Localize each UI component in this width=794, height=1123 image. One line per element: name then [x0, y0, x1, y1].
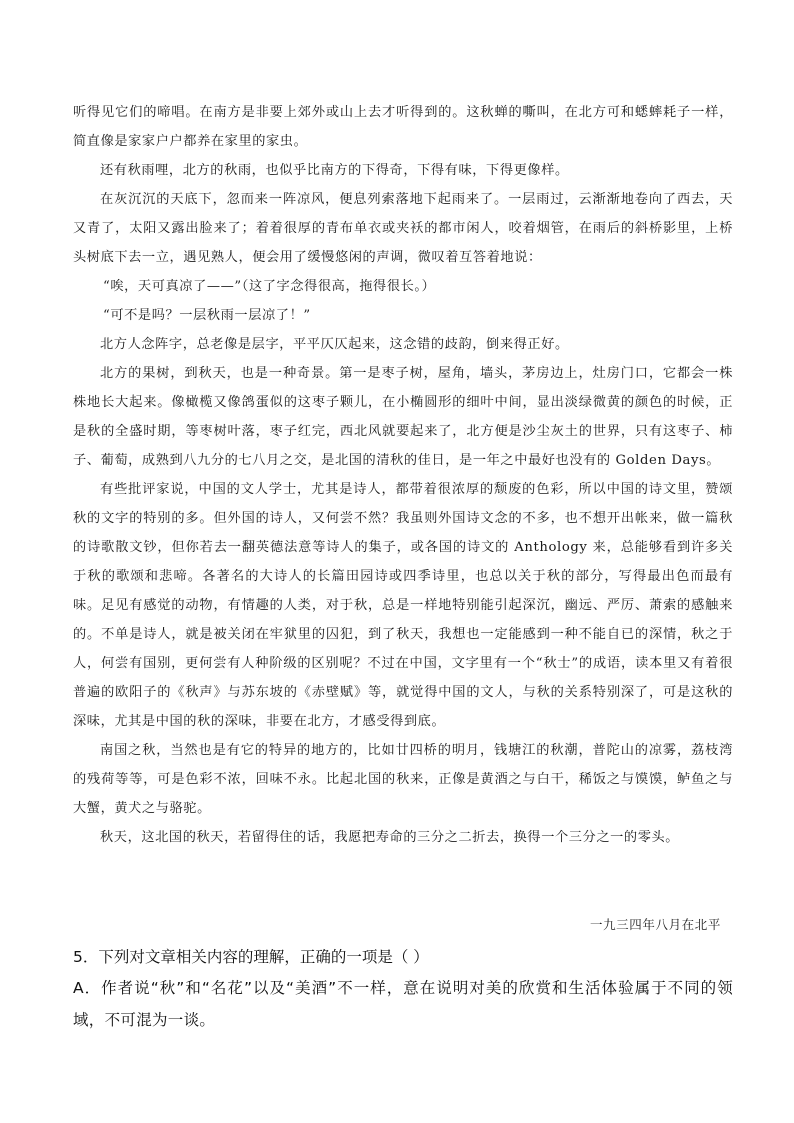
essay-paragraph-7: 北方的果树，到秋天，也是一种奇景。第一是枣子树，屋角，墙头，茅房边上，灶房门口，它都会一株株地长大起来。像橄榄又像鸽蛋似的这枣子颗儿，在小椭圆形的细叶中间，显出淡绿微黄的颜色的时候，正是秋的全盛时期，等枣树叶落，枣子红完，西北风就要起来了，北方便是沙尘灰土的世界，只有这枣子、柿子、葡萄，成熟到八九分的七八月之交，是北国的清秋的佳日，是一年之中最好也没有的 Golden Days。 — [73, 366, 733, 468]
essay-quote-2: “可不是吗？一层秋雨一层凉了！” — [103, 308, 311, 323]
essay-paragraph-10: 秋天，这北国的秋天，若留得住的话，我愿把寿命的三分之二折去，换得一个三分之一的零头。 — [100, 830, 680, 845]
question-stem: 5．下列对文章相关内容的理解，正确的一项是（ ） — [73, 948, 429, 966]
essay-body — [73, 98, 733, 852]
essay-signature: 一九三四年八月在北平 — [589, 917, 721, 932]
question-5 — [73, 942, 733, 1036]
essay-paragraph-8: 有些批评家说，中国的文人学士，尤其是诗人，都带着很浓厚的颓废的色彩，所以中国的诗文里，赞颂秋的文字的特别的多。但外国的诗人，又何尝不然？我虽则外国诗文念的不多，也不想开出帐来，做一篇秋的诗歌散文钞，但你若去一翻英德法意等诗人的集子，或各国的诗文的 Anthology 来，总能够看到许多关于秋的歌颂和悲啼。各著名的大诗人的长篇田园诗或四季诗里，也总以关于秋的部分，写得最出色而最有味。足见有感觉的动物，有情趣的人类，对于秋，总是一样地特别能引起深沉，幽远、严厉、萧索的感触来的。不单是诗人，就是被关闭在牢狱里的囚犯，到了秋天，我想也一定能感到一种不能自已的深情，秋之于人，何尝有国别，更何尝有人种阶级的区别呢？不过在中国，文字里有一个“秋士”的成语，读本里又有着很普遍的欧阳子的《秋声》与苏东坡的《赤壁赋》等，就觉得中国的文人，与秋的关系特别深了，可是这秋的深味，尤其是中国的秋的深味，非要在北方，才感受得到底。 — [73, 482, 733, 729]
essay-quote-1: “唉，天可真凉了——”（这了字念得很高，拖得很长。） — [103, 279, 436, 294]
essay-paragraph-6: 北方人念阵字，总老像是层字，平平仄仄起来，这念错的歧韵，倒来得正好。 — [100, 337, 569, 352]
essay-paragraph-3: 在灰沉沉的天底下，忽而来一阵凉风，便息列索落地下起雨来了。一层雨过，云渐渐地卷向了西去，天又青了，太阳又露出脸来了；着着很厚的青布单衣或夹袄的都市闲人，咬着烟管，在雨后的斜桥影里，上桥头树底下去一立，遇见熟人，便会用了缓慢悠闲的声调，微叹着互答着地说： — [73, 192, 733, 265]
essay-paragraph-2: 还有秋雨哩，北方的秋雨，也似乎比南方的下得奇，下得有味，下得更像样。 — [100, 163, 569, 178]
question-option-a: A．作者说“秋”和“名花”以及“美酒”不一样，意在说明对美的欣赏和生活体验属于不同的领域，不可混为一谈。 — [73, 979, 733, 1029]
essay-paragraph-9: 南国之秋，当然也是有它的特异的地方的，比如廿四桥的明月，钱塘江的秋潮，普陀山的凉雾，荔枝湾的残荷等等，可是色彩不浓，回味不永。比起北国的秋来，正像是黄酒之与白干，稀饭之与馍馍，鲈鱼之与大蟹，黄犬之与骆驼。 — [73, 743, 733, 816]
essay-paragraph-1: 听得见它们的啼唱。在南方是非要上郊外或山上去才听得到的。这秋蝉的嘶叫，在北方可和蟋蟀耗子一样，简直像是家家户户都养在家里的家虫。 — [73, 105, 733, 149]
